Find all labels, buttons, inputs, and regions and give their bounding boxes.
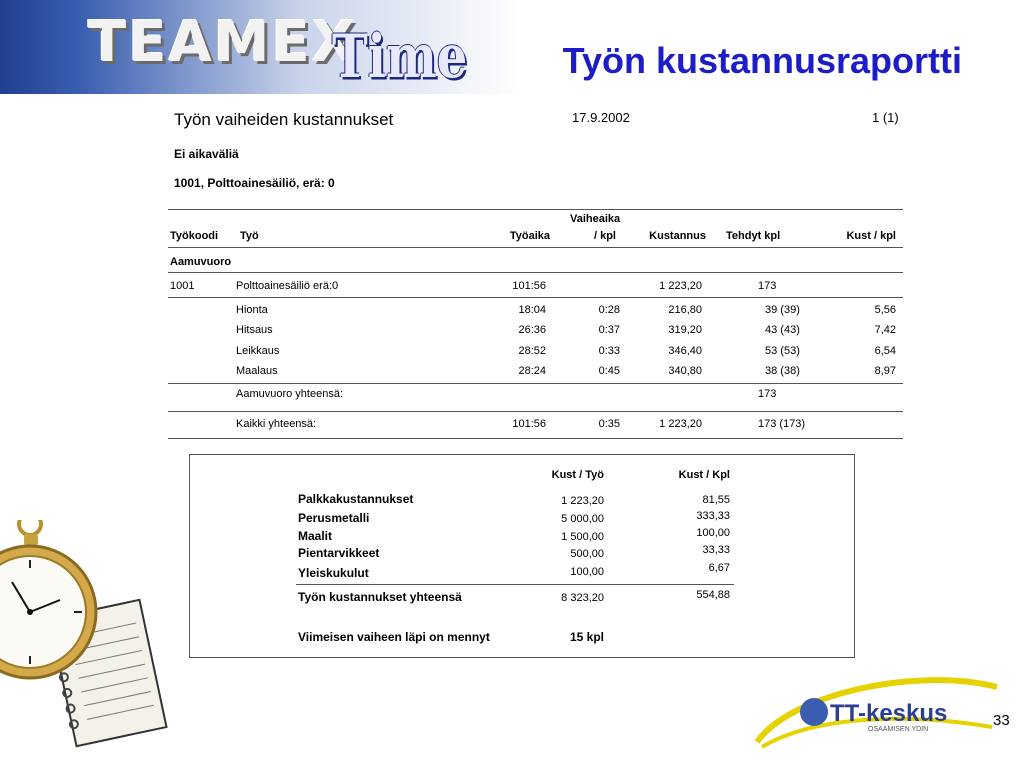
col-header-time: Työaika: [509, 230, 550, 242]
pocket-watch-image: [0, 520, 170, 750]
group-label: Aamuvuoro: [170, 256, 232, 268]
summary-item-work: 1 223,20: [561, 495, 604, 507]
row-made: 43 (43): [765, 324, 800, 336]
summary-item-piece: 6,67: [708, 562, 730, 574]
summary-total-work: 8 323,20: [561, 592, 604, 604]
row-phase: 0:33: [598, 345, 620, 357]
tt-keskus-tagline: OSAAMISEN YDIN: [868, 726, 929, 733]
report-date: 17.9.2002: [572, 110, 630, 125]
divider: [168, 247, 903, 248]
col-header-made: Tehdyt kpl: [726, 230, 781, 242]
row-work: Hionta: [236, 304, 268, 316]
header-banner: [0, 0, 1024, 94]
col-header-phase-top: Vaiheaika: [570, 213, 621, 225]
row-cost: 340,80: [668, 365, 702, 377]
grand-total-phase: 0:35: [598, 418, 620, 430]
summary-item-label: Perusmetalli: [298, 511, 370, 525]
summary-item-label: Maalit: [298, 529, 333, 543]
row-time: 101:56: [512, 280, 546, 292]
summary-item-label: Yleiskukulut: [298, 566, 369, 580]
row-time: 18:04: [518, 304, 546, 316]
last-phase-label: Viimeisen vaiheen läpi on mennyt: [298, 630, 490, 644]
row-cost: 319,20: [668, 324, 702, 336]
row-cost-per: 7,42: [874, 324, 896, 336]
col-header-phase-bottom: / kpl: [593, 230, 616, 242]
row-work: Leikkaus: [236, 345, 280, 357]
row-time: 28:24: [518, 365, 546, 377]
row-cost: 346,40: [668, 345, 702, 357]
row-cost: 1 223,20: [659, 280, 702, 292]
row-time: 28:52: [518, 345, 546, 357]
col-header-cost-per: Kust / kpl: [846, 230, 896, 242]
divider: [168, 411, 903, 412]
row-made: 38 (38): [765, 365, 800, 377]
summary-divider: [296, 584, 734, 585]
row-phase: 0:45: [598, 365, 620, 377]
summary-item-piece: 81,55: [702, 494, 730, 506]
grand-total-label: Kaikki yhteensä:: [236, 418, 317, 430]
grand-total-cost: 1 223,20: [659, 418, 702, 430]
summary-item-work: 5 000,00: [561, 513, 604, 525]
row-cost-per: 8,97: [874, 365, 896, 377]
report-subtitle-item: 1001, Polttoainesäiliö, erä: 0: [174, 176, 335, 190]
row-time: 26:36: [518, 324, 546, 336]
summary-item-work: 1 500,00: [561, 531, 604, 543]
watch-icon: [0, 520, 96, 678]
grand-total-time: 101:56: [512, 418, 546, 430]
divider: [168, 272, 903, 273]
row-code: 1001: [170, 280, 195, 292]
row-work: Maalaus: [236, 365, 278, 377]
group-total-label: Aamuvuoro yhteensä:: [236, 388, 344, 400]
page-title: Työn kustannusraportti: [562, 40, 962, 81]
tt-keskus-logo: [752, 672, 1002, 752]
divider: [168, 297, 903, 298]
summary-item-piece: 100,00: [696, 527, 730, 539]
summary-total-piece: 554,88: [696, 589, 730, 601]
col-header-code: Työkoodi: [170, 230, 219, 242]
row-cost-per: 6,54: [874, 345, 896, 357]
report-subtitle-period: Ei aikaväliä: [174, 147, 239, 161]
summary-item-piece: 33,33: [702, 544, 730, 556]
time-logo: Time: [332, 22, 468, 92]
row-made: 39 (39): [765, 304, 800, 316]
summary-col-work: Kust / Työ: [551, 469, 604, 481]
report-title: Työn vaiheiden kustannukset: [174, 110, 394, 129]
row-cost: 216,80: [668, 304, 702, 316]
row-cost-per: 5,56: [874, 304, 896, 316]
row-phase: 0:37: [598, 324, 620, 336]
divider: [168, 438, 903, 439]
page-number: 33: [993, 712, 1010, 729]
summary-item-work: 500,00: [570, 548, 604, 560]
tt-keskus-brand: TT-keskus: [830, 700, 948, 727]
divider: [168, 383, 903, 384]
summary-item-work: 100,00: [570, 566, 604, 578]
summary-item-label: Pientarvikkeet: [298, 546, 380, 560]
row-work: Polttoainesäiliö erä:0: [236, 280, 339, 292]
teamex-logo: TEAMEX: [88, 10, 357, 75]
col-header-work: Työ: [240, 230, 259, 242]
summary-item-piece: 333,33: [696, 510, 730, 522]
col-header-cost: Kustannus: [649, 230, 706, 242]
last-phase-value: 15 kpl: [569, 630, 604, 644]
divider: [168, 209, 903, 210]
row-made: 53 (53): [765, 345, 800, 357]
group-total-made: 173: [758, 388, 777, 400]
summary-total-label: Työn kustannukset yhteensä: [298, 590, 462, 604]
summary-col-piece: Kust / Kpl: [678, 469, 730, 481]
summary-item-label: Palkkakustannukset: [298, 492, 414, 506]
cost-summary-box: [189, 454, 855, 658]
row-phase: 0:28: [598, 304, 620, 316]
report-page: 1 (1): [872, 110, 899, 125]
row-work: Hitsaus: [236, 324, 273, 336]
grand-total-made: 173 (173): [758, 418, 806, 430]
row-made: 173: [758, 280, 777, 292]
